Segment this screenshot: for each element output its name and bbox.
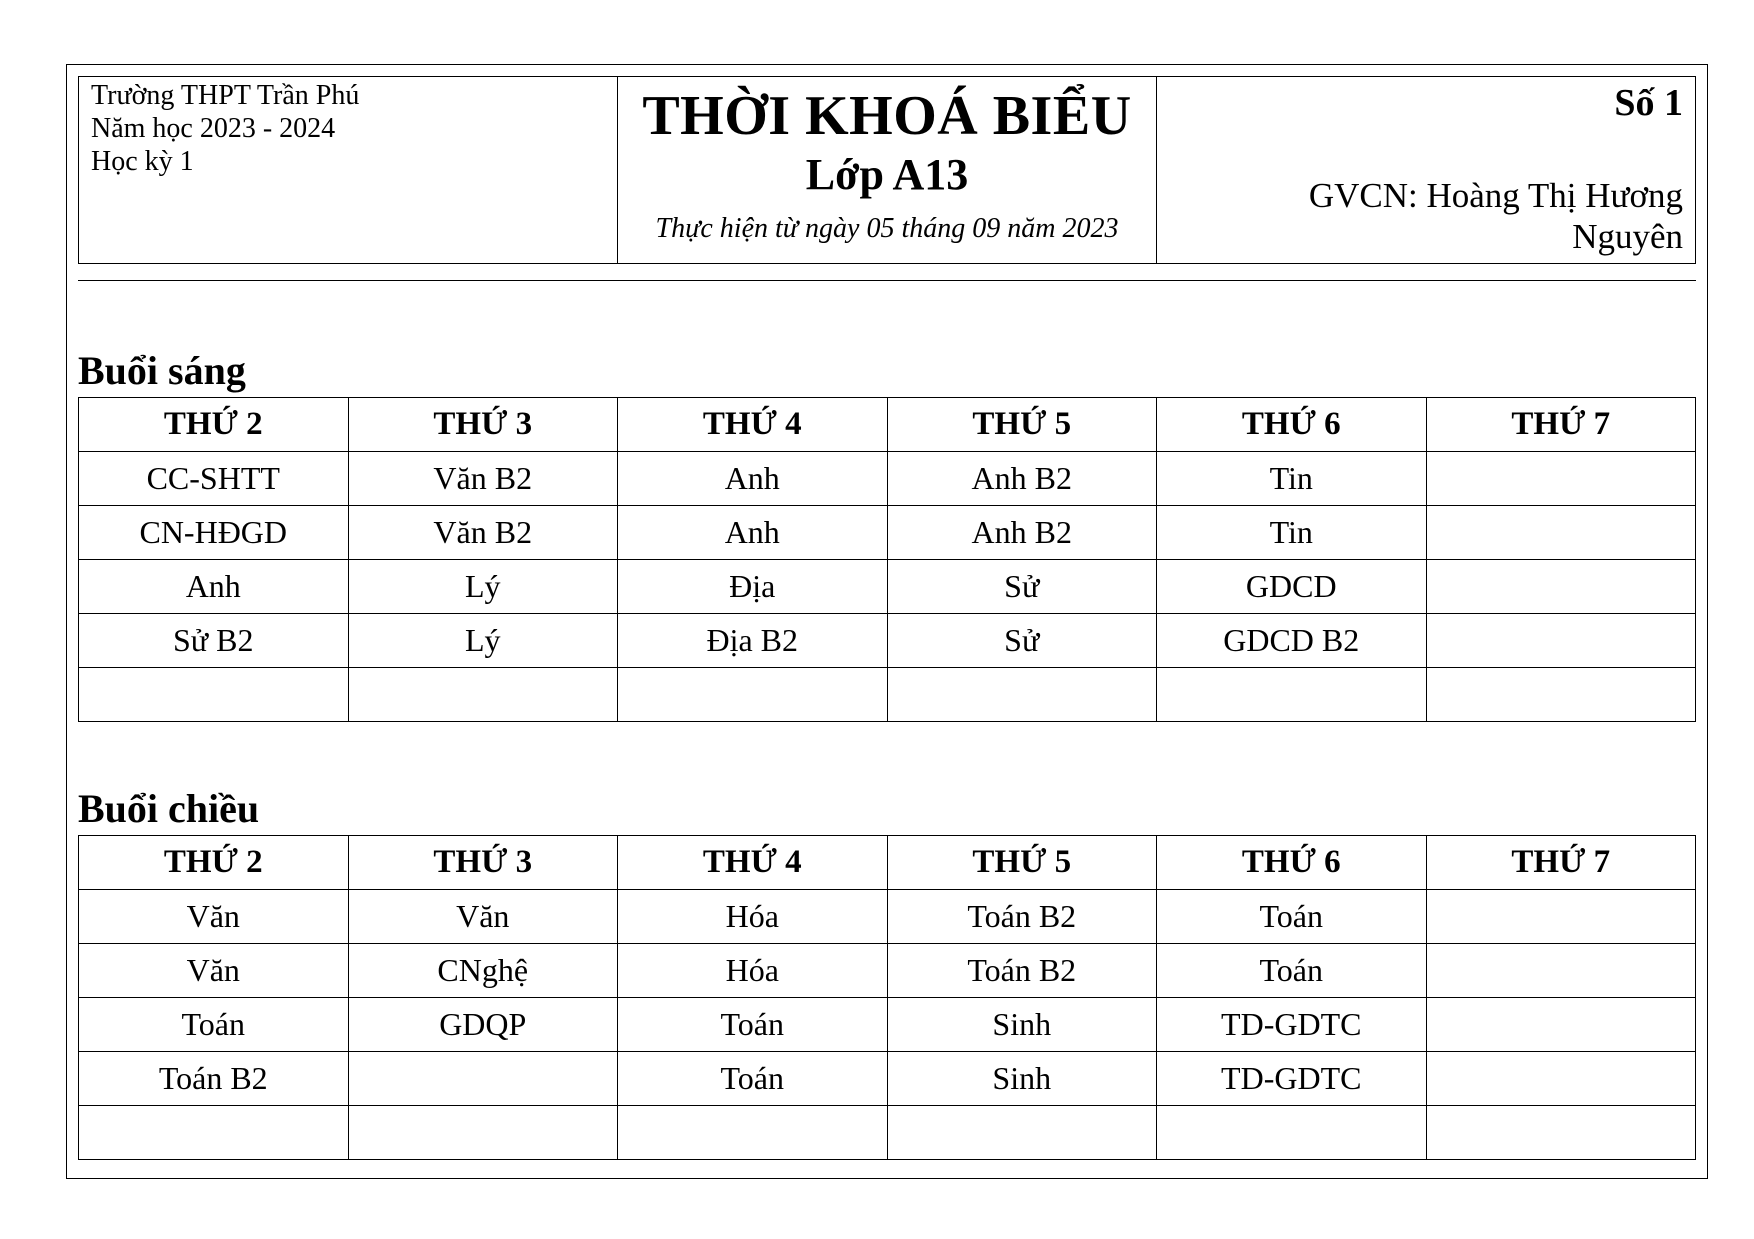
subject-cell: GDCD	[1157, 560, 1427, 614]
period-row	[79, 1052, 1696, 1106]
day-header: THỨ 7	[1426, 836, 1696, 890]
class-name: Lớp A13	[805, 150, 969, 199]
subject-cell: Sử	[887, 614, 1157, 668]
subject-cell	[1426, 668, 1696, 722]
subject-cell	[887, 668, 1157, 722]
teacher-line-2: Nguyên	[1572, 217, 1683, 256]
teacher-line-1: GVCN: Hoàng Thị Hương	[1308, 176, 1683, 215]
subject-cell: Địa	[618, 560, 888, 614]
subject-cell: Hóa	[618, 890, 888, 944]
day-header: THỨ 5	[887, 398, 1157, 452]
homeroom-teacher	[1157, 175, 1683, 257]
header-row	[79, 836, 1696, 890]
period-row	[79, 668, 1696, 722]
subject-cell	[79, 668, 349, 722]
day-header: THỨ 3	[348, 836, 618, 890]
subject-cell	[1426, 506, 1696, 560]
period-row	[79, 506, 1696, 560]
subject-cell: GDQP	[348, 998, 618, 1052]
day-header: THỨ 7	[1426, 398, 1696, 452]
morning-title: Buổi sáng	[78, 348, 246, 393]
subject-cell	[618, 668, 888, 722]
subject-cell	[1426, 560, 1696, 614]
subject-cell: TD-GDTC	[1157, 1052, 1427, 1106]
subject-cell: Văn B2	[348, 452, 618, 506]
subject-cell: Toán	[618, 998, 888, 1052]
subject-cell: Toán	[1157, 890, 1427, 944]
subject-cell: Anh B2	[887, 452, 1157, 506]
school-info	[79, 77, 618, 264]
period-row	[79, 614, 1696, 668]
day-header: THỨ 2	[79, 836, 349, 890]
day-header: THỨ 6	[1157, 398, 1427, 452]
subject-cell: Hóa	[618, 944, 888, 998]
subject-cell: Văn	[348, 890, 618, 944]
subject-cell: Sinh	[887, 998, 1157, 1052]
subject-cell	[1426, 890, 1696, 944]
title-block	[618, 77, 1157, 264]
semester: Học kỳ 1	[91, 146, 194, 177]
afternoon-title: Buổi chiều	[78, 786, 260, 831]
effective-date: Thực hiện từ ngày 05 tháng 09 năm 2023	[655, 213, 1119, 244]
period-row	[79, 1106, 1696, 1160]
period-row	[79, 998, 1696, 1052]
afternoon-schedule-table	[78, 835, 1696, 1160]
day-header: THỨ 6	[1157, 836, 1427, 890]
subject-cell: Toán	[618, 1052, 888, 1106]
subject-cell	[348, 668, 618, 722]
subject-cell	[1426, 1106, 1696, 1160]
subject-cell: Sử	[887, 560, 1157, 614]
subject-cell	[887, 1106, 1157, 1160]
subject-cell: Tin	[1157, 452, 1427, 506]
morning-schedule-table	[78, 397, 1696, 722]
subject-cell: Sinh	[887, 1052, 1157, 1106]
subject-cell: Toán	[79, 998, 349, 1052]
subject-cell	[618, 1106, 888, 1160]
day-header: THỨ 4	[618, 398, 888, 452]
document-title: THỜI KHOÁ BIỂU	[642, 85, 1132, 147]
subject-cell: TD-GDTC	[1157, 998, 1427, 1052]
header-row	[79, 398, 1696, 452]
day-header: THỨ 4	[618, 836, 888, 890]
subject-cell: Lý	[348, 560, 618, 614]
school-name: Trường THPT Trần Phú	[91, 80, 360, 111]
subject-cell: Lý	[348, 614, 618, 668]
subject-cell: Anh	[79, 560, 349, 614]
subject-cell: CN-HĐGD	[79, 506, 349, 560]
subject-cell	[1426, 614, 1696, 668]
teacher-info	[1157, 77, 1696, 264]
subject-cell: Toán	[1157, 944, 1427, 998]
period-row	[79, 890, 1696, 944]
period-row	[79, 944, 1696, 998]
day-header: THỨ 3	[348, 398, 618, 452]
subject-cell: Văn B2	[348, 506, 618, 560]
subject-cell	[79, 1106, 349, 1160]
subject-cell: Văn	[79, 890, 349, 944]
header-table	[78, 76, 1696, 264]
subject-cell: Tin	[1157, 506, 1427, 560]
subject-cell	[1426, 452, 1696, 506]
divider	[78, 280, 1696, 281]
subject-cell	[1426, 1052, 1696, 1106]
subject-cell: Văn	[79, 944, 349, 998]
subject-cell: CNghệ	[348, 944, 618, 998]
subject-cell	[1426, 944, 1696, 998]
subject-cell	[348, 1106, 618, 1160]
period-row	[79, 452, 1696, 506]
subject-cell: Toán B2	[887, 890, 1157, 944]
day-header: THỨ 2	[79, 398, 349, 452]
subject-cell: Anh B2	[887, 506, 1157, 560]
subject-cell: Anh	[618, 506, 888, 560]
subject-cell	[348, 1052, 618, 1106]
subject-cell: Anh	[618, 452, 888, 506]
subject-cell	[1157, 1106, 1427, 1160]
school-year: Năm học 2023 - 2024	[91, 113, 336, 144]
subject-cell	[1426, 998, 1696, 1052]
subject-cell: Toán B2	[79, 1052, 349, 1106]
subject-cell	[1157, 668, 1427, 722]
period-row	[79, 560, 1696, 614]
day-header: THỨ 5	[887, 836, 1157, 890]
subject-cell: Địa B2	[618, 614, 888, 668]
subject-cell: Sử B2	[79, 614, 349, 668]
subject-cell: GDCD B2	[1157, 614, 1427, 668]
subject-cell: CC-SHTT	[79, 452, 349, 506]
document-number: Số 1	[1614, 82, 1683, 124]
subject-cell: Toán B2	[887, 944, 1157, 998]
